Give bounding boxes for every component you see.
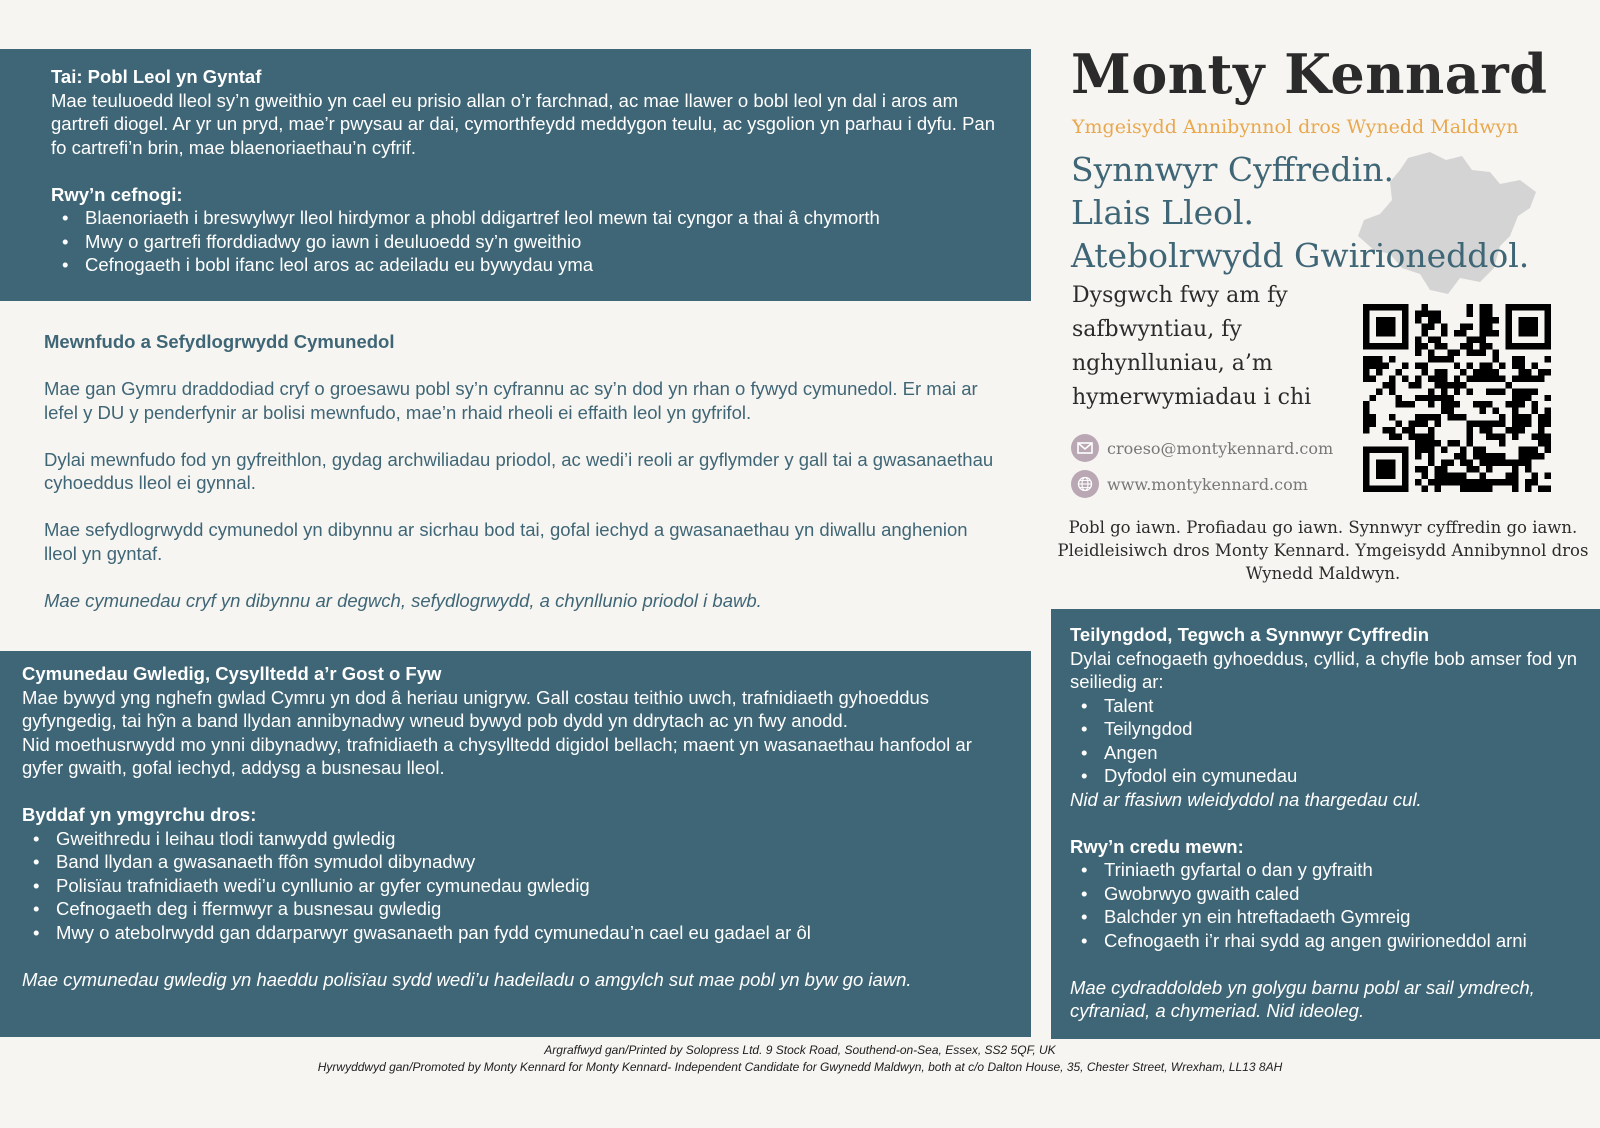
list-item: • Balchder yn ein htreftadaeth Gymreig: [1081, 905, 1584, 929]
housing-list-title: Rwy’n cefnogi:: [51, 183, 183, 205]
immigration-title: Mewnfudo a Sefydlogrwydd Cymunedol: [44, 331, 395, 352]
rural-list-title: Byddaf yn ymgyrchu dros:: [22, 804, 257, 825]
closing-statement: Pobl go iawn. Profiadau go iawn. Synnwyr cyffredin go iawn. Pleidleisiwch dros Monty Kennard. Ymgeisydd Annibynnol dros Wynedd Maldwyn.: [1057, 518, 1589, 583]
fairness-list: [1070, 694, 1584, 788]
slogan-line: Llais Lleol.: [1071, 193, 1255, 232]
list-item: • Triniaeth gyfartal o dan y gyfraith: [1081, 858, 1584, 882]
list-item: • Dyfodol ein cymunedau: [1081, 764, 1584, 788]
rural-panel: [0, 651, 1031, 1037]
slogan-line: Synnwyr Cyffredin.: [1071, 150, 1394, 189]
rural-paragraph: Mae bywyd yng nghefn gwlad Cymru yn dod â heriau unigryw. Gall costau teithio uwch, trafnidiaeth gyhoeddus gyfyngedig, tai hŷn a band llydan annibynadwy wneud bywyd pob dydd yn ddrytach ac yn fwy anodd.: [22, 686, 930, 731]
list-item: • Cefnogaeth i bobl ifanc leol aros ac adeiladu eu bywydau yma: [62, 253, 1005, 277]
slogans: [1071, 148, 1529, 277]
list-item: • Mwy o atebolrwydd gan ddarparwyr gwasanaeth pan fydd cymunedau’n cael eu gadael ar ôl: [33, 921, 1007, 945]
immigration-paragraph: Mae gan Gymru draddodiad cryf o groesawu pobl sy’n cyfrannu ac sy’n dod yn rhan o fywyd cymunedol. Er mai ar lefel y DU y penderfynir ar bolisi mewnfudo, mae’n rhaid rheoli ei effaith leol yn gyfrifol.: [44, 378, 978, 423]
immigration-closing: Mae cymunedau cryf yn dibynnu ar degwch, sefydlogrwydd, a chynllunio priodol i bawb.: [44, 589, 762, 611]
slogan-line: Atebolrwydd Gwirioneddol.: [1071, 236, 1530, 275]
email-contact[interactable]: [1071, 434, 1333, 462]
fairness-closing: Mae cydraddoldeb yn golygu barnu pobl ar sail ymdrech, cyfraniad, a chymeriad. Nid ideoleg.: [1070, 976, 1535, 1021]
list-item: • Gwobrwyo gwaith caled: [1081, 882, 1584, 906]
list-item: • Polisïau trafnidiaeth wedi’u cynllunio ar gyfer cymunedau gwledig: [33, 874, 1007, 898]
housing-panel: [0, 49, 1031, 301]
immigration-paragraph: Dylai mewnfudo fod yn gyfreithlon, gydag archwiliadau priodol, ac wedi’i reoli ar gyflymder y gall tai a gwasanaethau cyhoeddus lleol ei gynnal.: [44, 448, 994, 493]
fairness-title: Teilyngdod, Tegwch a Synnwyr Cyffredin: [1070, 624, 1430, 645]
website-contact[interactable]: [1071, 470, 1308, 498]
printed-by-line: Argraffwyd gan/Printed by Solopress Ltd. 9 Stock Road, Southend-on-Sea, Essex, SS2 5QF, UK: [544, 1043, 1056, 1057]
rural-closing: Mae cymunedau gwledig yn haeddu polisïau sydd wedi’u hadeiladu o amgylch sut mae pobl yn byw go iawn.: [22, 968, 912, 990]
learn-more-text: Dysgwch fwy am fy safbwyntiau, fy nghynlluniau, a’m hymerwymiadau i chi: [1072, 283, 1312, 410]
candidate-name: Monty Kennard: [1071, 42, 1548, 106]
list-item: • Gweithredu i leihau tlodi tanwydd gwledig: [33, 827, 1007, 851]
immigration-section: [44, 330, 1004, 636]
beliefs-list: [1070, 858, 1584, 952]
list-item: • Cefnogaeth i’r rhai sydd ag angen gwirioneddol arni: [1081, 929, 1584, 953]
list-item: • Band llydan a gwasanaeth ffôn symudol dibynadwy: [33, 850, 1007, 874]
list-item: • Mwy o gartrefi fforddiadwy go iawn i deuluoedd sy’n gweithio: [62, 230, 1005, 254]
website-url[interactable]: www.montykennard.com: [1107, 474, 1308, 494]
housing-list: [51, 206, 1005, 277]
list-item: • Cefnogaeth deg i ffermwyr a busnesau gwledig: [33, 897, 1007, 921]
candidate-subtitle: Ymgeisydd Annibynnol dros Wynedd Maldwyn: [1072, 116, 1519, 138]
housing-body: Mae teuluoedd lleol sy’n gweithio yn cael eu prisio allan o’r farchnad, ac mae llawer o bobl leol yn dal i aros am gartrefi diogel. Ar yr un pryd, mae’r pwysau ar dai, cymorthfeydd meddygon teulu, ac ysgolion yn parhau i dyfu. Pan fo cartrefi’n brin, mae blaenoriaethau’n cyfrif.: [51, 89, 995, 158]
email-address[interactable]: croeso@montykennard.com: [1107, 438, 1334, 458]
qr-code[interactable]: [1363, 304, 1551, 492]
globe-icon: [1071, 470, 1099, 498]
immigration-paragraph: Mae sefydlogrwydd cymunedol yn dibynnu ar sicrhau bod tai, gofal iechyd a gwasanaethau yn diwallu anghenion lleol yn gyntaf.: [44, 519, 968, 564]
list-item: • Angen: [1081, 741, 1584, 765]
imprint-footer: [0, 1042, 1600, 1076]
promoted-by-line: Hyrwyddwyd gan/Promoted by Monty Kennard for Monty Kennard- Independent Candidate for Gwynedd Maldwyn, both at c/o Dalton House, 35, Chester Street, Wrexham, LL13 8AH: [317, 1060, 1283, 1074]
rural-list: [22, 827, 1007, 945]
fairness-note: Nid ar ffasiwn wleidyddol na thargedau cul.: [1070, 788, 1422, 810]
fairness-panel: [1051, 609, 1600, 1039]
list-item: • Blaenoriaeth i breswylwyr lleol hirdymor a phobl ddigartref leol mewn tai cyngor a thai â chymorth: [62, 206, 1005, 230]
rural-title: Cymunedau Gwledig, Cysylltedd a’r Gost o Fyw: [22, 663, 442, 684]
list-item: • Talent: [1081, 694, 1584, 718]
beliefs-list-title: Rwy’n credu mewn:: [1070, 835, 1244, 857]
rural-paragraph: Nid moethusrwydd mo ynni dibynadwy, trafnidiaeth a chysylltedd digidol bellach; maent yn wasanaethau hanfodol ar gyfer gwaith, gofal iechyd, addysg a busnesau lleol.: [22, 733, 972, 778]
list-item: • Teilyngdod: [1081, 717, 1584, 741]
envelope-icon: [1071, 434, 1099, 462]
fairness-body: Dylai cefnogaeth gyhoeddus, cyllid, a chyfle bob amser fod yn seiliedig ar:: [1070, 647, 1577, 692]
housing-title: Tai: Pobl Leol yn Gyntaf: [51, 66, 262, 87]
